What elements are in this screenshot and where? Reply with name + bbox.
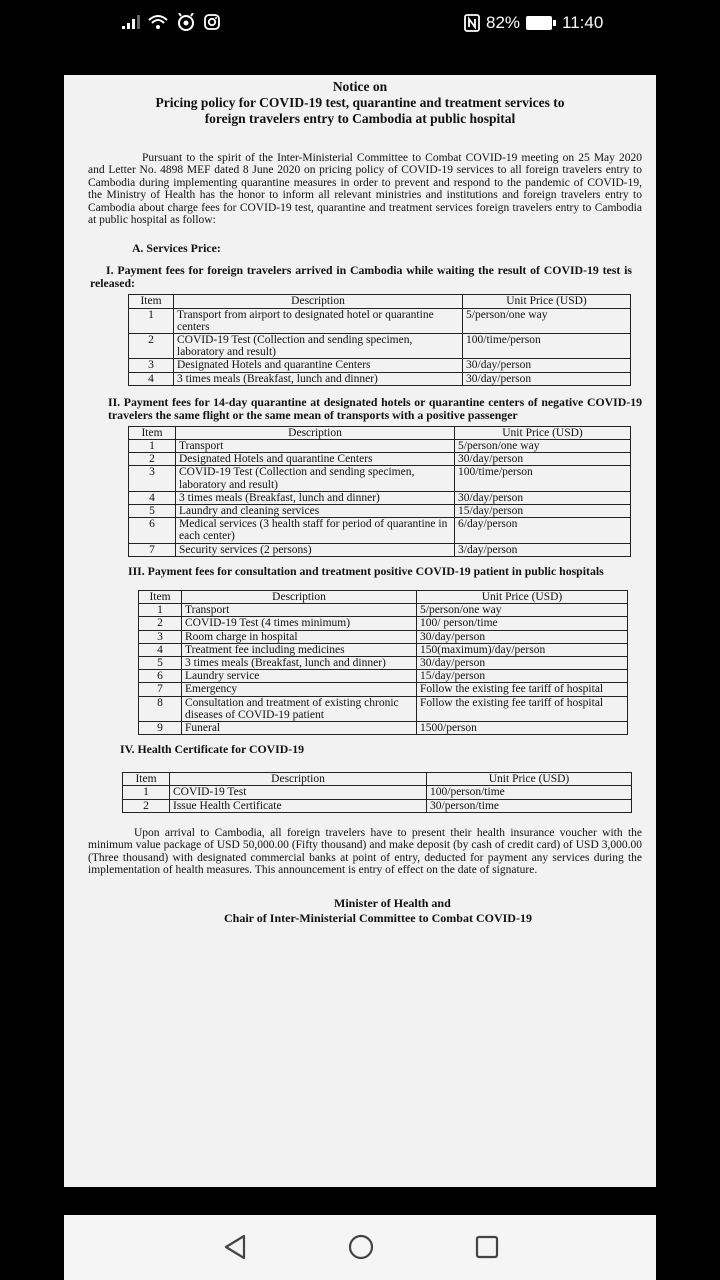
description-cell: Emergency <box>182 683 417 696</box>
table-row <box>139 643 628 656</box>
unit-price-cell: 100/person/time <box>427 786 632 799</box>
table-header-row <box>139 590 628 603</box>
table-header-row <box>129 295 631 308</box>
item-number-cell: 2 <box>129 453 176 466</box>
table-header-cell: Unit Price (USD) <box>455 426 631 439</box>
nfc-icon <box>464 14 480 32</box>
table-header-cell: Description <box>182 590 417 603</box>
table-row <box>139 721 628 734</box>
description-cell: Room charge in hospital <box>182 630 417 643</box>
item-number-cell: 8 <box>139 696 182 721</box>
unit-price-cell: 6/day/person <box>455 518 631 543</box>
description-cell: Issue Health Certificate <box>170 799 427 812</box>
home-circle-icon[interactable] <box>347 1233 375 1261</box>
table-row <box>129 308 631 333</box>
instagram-icon <box>204 14 220 30</box>
unit-price-cell: Follow the existing fee tariff of hospital <box>417 696 628 721</box>
wifi-icon <box>148 14 168 30</box>
item-number-cell: 5 <box>139 656 182 669</box>
table-row <box>129 505 631 518</box>
table-row <box>129 359 631 372</box>
description-cell: 3 times meals (Breakfast, lunch and dinner) <box>174 372 463 385</box>
table-header-cell: Description <box>176 426 455 439</box>
table-header-cell: Item <box>129 295 174 308</box>
description-cell: Laundry and cleaning services <box>176 505 455 518</box>
table-row <box>123 799 632 812</box>
table-row <box>129 372 631 385</box>
document-title <box>64 79 656 127</box>
title-line-2: Pricing policy for COVID-19 test, quarantine and treatment services to <box>155 95 565 110</box>
table-row <box>129 543 631 556</box>
signature-line-2: Chair of Inter-Ministerial Committee to Combat COVID-19 <box>224 911 532 926</box>
table-header-cell: Unit Price (USD) <box>463 295 631 308</box>
section-a-heading: A. Services Price: <box>132 241 221 256</box>
table-header-row <box>129 426 631 439</box>
item-number-cell: 4 <box>129 372 174 385</box>
table-row <box>139 617 628 630</box>
section-4-table <box>122 772 632 813</box>
closing-paragraph: Upon arrival to Cambodia, all foreign travelers have to present their health insurance voucher with the minimum value package of USD 50,000.00 (Fifty thousand) and make deposit (by cash of credit card) of USD 3,000.00 (Three thousand) with designated commercial banks at point of entry, deducted for payment any services during the implementation of health measures. This announcement is entry of effect on the date of signature. <box>88 826 642 876</box>
item-number-cell: 2 <box>123 799 170 812</box>
notice-document <box>64 75 656 1187</box>
item-number-cell: 2 <box>139 617 182 630</box>
unit-price-cell: 15/day/person <box>455 505 631 518</box>
table-header-cell: Unit Price (USD) <box>417 590 628 603</box>
item-number-cell: 6 <box>129 518 176 543</box>
unit-price-cell: 150(maximum)/day/person <box>417 643 628 656</box>
description-cell: Transport <box>176 440 455 453</box>
table-row <box>129 440 631 453</box>
unit-price-cell: 5/person/one way <box>463 308 631 333</box>
section-3-heading: III. Payment fees for consultation and treatment positive COVID-19 patient in public hospitals <box>128 563 604 578</box>
unit-price-cell: Follow the existing fee tariff of hospital <box>417 683 628 696</box>
section-4-heading: IV. Health Certificate for COVID-19 <box>120 742 305 757</box>
item-number-cell: 4 <box>139 643 182 656</box>
unit-price-cell: 3/day/person <box>455 543 631 556</box>
table-row <box>139 670 628 683</box>
table-row <box>129 491 631 504</box>
table-row <box>129 466 631 491</box>
table-row <box>139 696 628 721</box>
description-cell: COVID-19 Test <box>170 786 427 799</box>
description-cell: Security services (2 persons) <box>176 543 455 556</box>
section-3-table <box>138 590 628 735</box>
item-number-cell: 6 <box>139 670 182 683</box>
clock: 11:40 <box>562 13 604 32</box>
description-cell: Funeral <box>182 721 417 734</box>
table-header-cell: Unit Price (USD) <box>427 773 632 786</box>
table-header-cell: Description <box>170 773 427 786</box>
item-number-cell: 1 <box>129 440 176 453</box>
item-number-cell: 3 <box>129 466 176 491</box>
table-row <box>139 630 628 643</box>
description-cell: COVID-19 Test (Collection and sending specimen, laboratory and result) <box>176 466 455 491</box>
unit-price-cell: 15/day/person <box>417 670 628 683</box>
table-row <box>129 453 631 466</box>
item-number-cell: 7 <box>139 683 182 696</box>
navigation-bar <box>64 1215 656 1280</box>
item-number-cell: 9 <box>139 721 182 734</box>
intro-paragraph: Pursuant to the spirit of the Inter-Ministerial Committee to Combat COVID-19 meeting on 25 May 2020 and Letter No. 4898 MEF dated 8 June 2020 on pricing policy of COVID-19 services to all foreign travelers entry to Cambodia during implementing quarantine measures in order to prevent and respond to the pandemic of COVID-19, the Ministry of Health has the honor to inform all relevant ministries and institutions and foreign travelers entry to Cambodia about charge fees for COVID-19 test, quarantine and treatment services foreign travelers entry to Cambodia at public hospital as follow: <box>88 152 642 227</box>
unit-price-cell: 30/day/person <box>463 359 631 372</box>
description-cell: COVID-19 Test (4 times minimum) <box>182 617 417 630</box>
description-cell: Transport from airport to designated hotel or quarantine centers <box>174 308 463 333</box>
description-cell: Consultation and treatment of existing chronic diseases of COVID-19 patient <box>182 696 417 721</box>
unit-price-cell: 5/person/one way <box>455 440 631 453</box>
description-cell: Designated Hotels and quarantine Centers <box>176 453 455 466</box>
unit-price-cell: 100/time/person <box>455 466 631 491</box>
unit-price-cell: 5/person/one way <box>417 604 628 617</box>
item-number-cell: 5 <box>129 505 176 518</box>
item-number-cell: 4 <box>129 491 176 504</box>
unit-price-cell: 1500/person <box>417 721 628 734</box>
description-cell: Laundry service <box>182 670 417 683</box>
hotspot-icon <box>176 13 196 31</box>
recents-square-icon[interactable] <box>474 1233 500 1261</box>
section-1-table <box>128 294 631 385</box>
table-header-cell: Item <box>139 590 182 603</box>
table-row <box>129 334 631 359</box>
unit-price-cell: 30/day/person <box>455 491 631 504</box>
status-right <box>464 13 603 33</box>
unit-price-cell: 30/person/time <box>427 799 632 812</box>
table-row <box>123 786 632 799</box>
status-bar <box>0 0 720 46</box>
table-row <box>139 683 628 696</box>
battery-icon <box>526 16 556 30</box>
back-triangle-icon[interactable] <box>222 1233 248 1261</box>
item-number-cell: 1 <box>139 604 182 617</box>
unit-price-cell: 30/day/person <box>417 656 628 669</box>
item-number-cell: 1 <box>123 786 170 799</box>
unit-price-cell: 30/day/person <box>417 630 628 643</box>
title-line-1: Notice on <box>332 79 388 94</box>
description-cell: 3 times meals (Breakfast, lunch and dinner) <box>182 656 417 669</box>
description-cell: Treatment fee including medicines <box>182 643 417 656</box>
unit-price-cell: 30/day/person <box>463 372 631 385</box>
table-header-cell: Description <box>174 295 463 308</box>
table-header-cell: Item <box>123 773 170 786</box>
table-row <box>139 656 628 669</box>
description-cell: Transport <box>182 604 417 617</box>
battery-percent: 82% <box>486 13 521 32</box>
item-number-cell: 3 <box>129 359 174 372</box>
table-row <box>139 604 628 617</box>
table-header-cell: Item <box>129 426 176 439</box>
unit-price-cell: 100/ person/time <box>417 617 628 630</box>
section-2-heading: II. Payment fees for 14-day quarantine at designated hotels or quarantine centers of negative COVID-19 travelers the same flight or the same mean of transports with a positive passenger <box>108 394 642 422</box>
table-header-row <box>123 773 632 786</box>
item-number-cell: 1 <box>129 308 174 333</box>
signature-line-1: Minister of Health and <box>334 896 451 911</box>
section-1-heading: I. Payment fees for foreign travelers arrived in Cambodia while waiting the result of COVID-19 test is released: <box>90 263 632 291</box>
table-row <box>129 518 631 543</box>
item-number-cell: 2 <box>129 334 174 359</box>
item-number-cell: 7 <box>129 543 176 556</box>
status-left-icons <box>122 13 220 31</box>
signal-icon <box>122 15 140 29</box>
unit-price-cell: 100/time/person <box>463 334 631 359</box>
description-cell: COVID-19 Test (Collection and sending specimen, laboratory and result) <box>174 334 463 359</box>
unit-price-cell: 30/day/person <box>455 453 631 466</box>
section-2-table <box>128 426 631 557</box>
description-cell: Medical services (3 health staff for period of quarantine in each center) <box>176 518 455 543</box>
description-cell: Designated Hotels and quarantine Centers <box>174 359 463 372</box>
item-number-cell: 3 <box>139 630 182 643</box>
title-line-3: foreign travelers entry to Cambodia at public hospital <box>204 111 516 126</box>
description-cell: 3 times meals (Breakfast, lunch and dinner) <box>176 491 455 504</box>
